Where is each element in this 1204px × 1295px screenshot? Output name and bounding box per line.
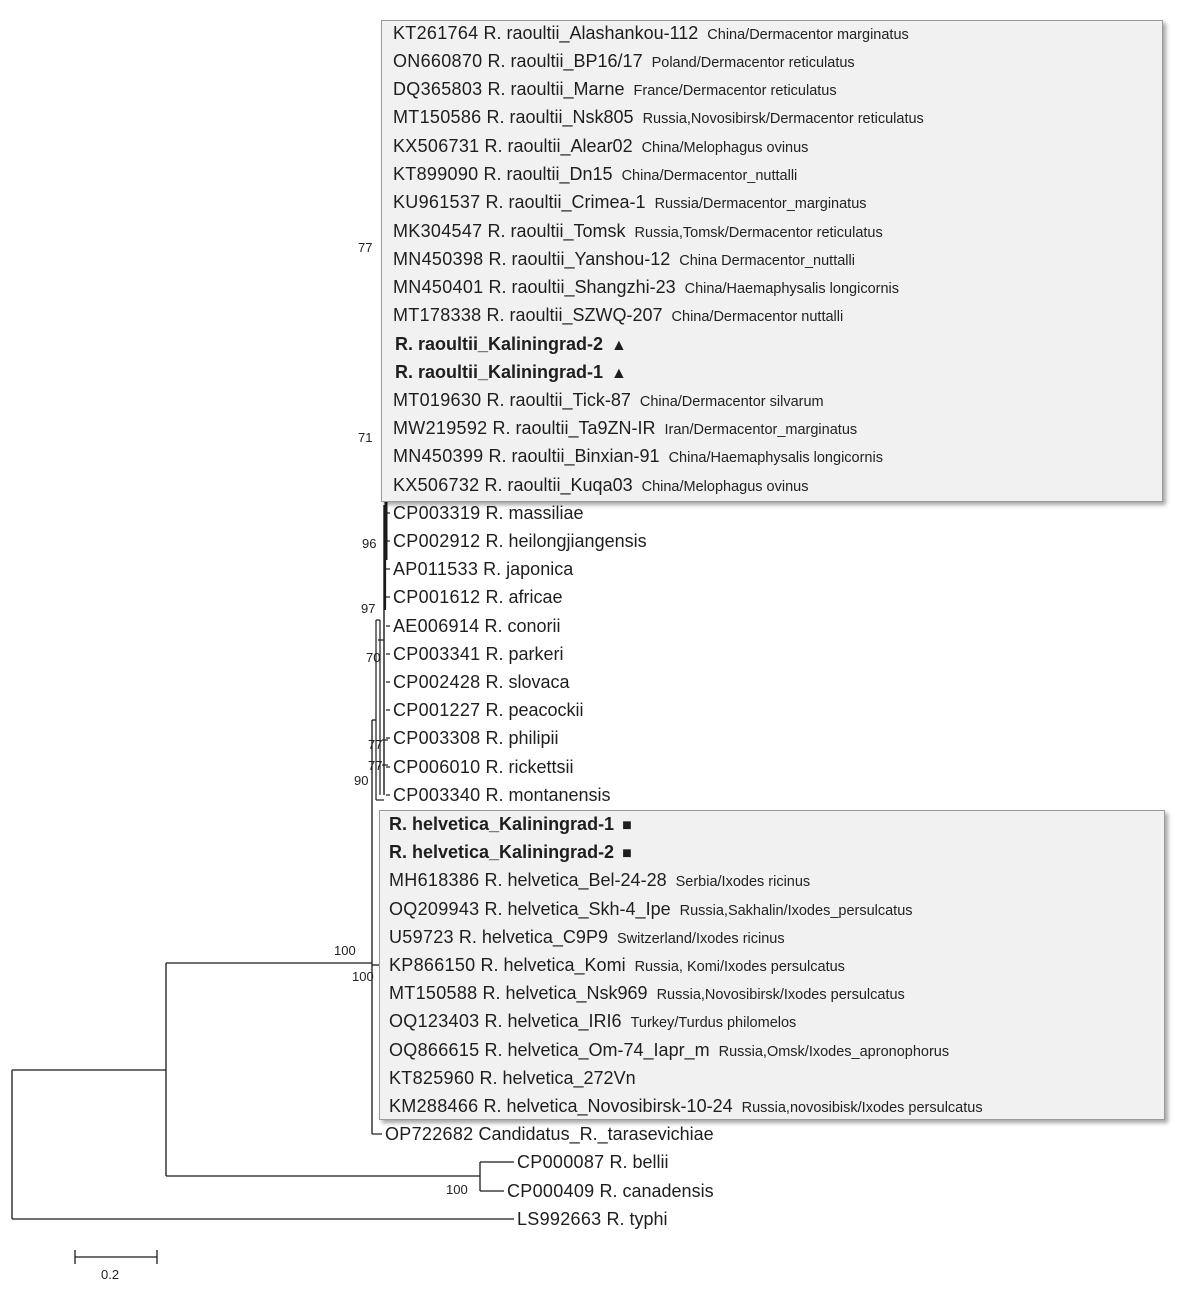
accession-number: OQ123403 xyxy=(389,1011,480,1031)
species-name: R. raoultii_Tomsk xyxy=(487,221,626,241)
origin-host: Russia,Sakhalin/Ixodes_persulcatus xyxy=(679,903,913,919)
leaf-label xyxy=(393,163,797,187)
accession-number: CP006010 xyxy=(393,757,481,777)
leaf-label xyxy=(517,1208,668,1230)
leaf-label xyxy=(393,276,899,300)
accession-number: MW219592 xyxy=(393,418,488,438)
leaf-label xyxy=(393,304,843,328)
accession-number: CP002428 xyxy=(393,672,481,692)
origin-host: Russia,Novosibirsk/Dermacentor reticulatus xyxy=(642,111,924,127)
accession-number: DQ365803 xyxy=(393,79,483,99)
species-name: R. bellii xyxy=(609,1152,669,1172)
origin-host: China/Melophagus ovinus xyxy=(641,140,809,156)
origin-host: China/Melophagus ovinus xyxy=(641,479,809,495)
leaf-label xyxy=(393,671,570,693)
accession-number: AE006914 xyxy=(393,616,480,636)
origin-host: Russia,Novosibirsk/Ixodes persulcatus xyxy=(656,987,905,1003)
leaf-label xyxy=(389,982,905,1006)
accession-number: OQ209943 xyxy=(389,899,480,919)
leaf-label xyxy=(393,558,573,580)
accession-number: OP722682 xyxy=(385,1124,474,1144)
leaf-label xyxy=(395,333,627,357)
sample-marker-icon: ▲ xyxy=(611,365,627,382)
leaf-label xyxy=(393,586,563,608)
origin-host: Turkey/Turdus philomelos xyxy=(630,1015,797,1031)
leaf-label xyxy=(393,106,924,130)
origin-host: Russia,Omsk/Ixodes_apronophorus xyxy=(718,1044,950,1060)
leaf-label xyxy=(393,78,837,102)
origin-host: China/Dermacentor silvarum xyxy=(639,394,824,410)
accession-number: LS992663 xyxy=(517,1209,602,1229)
species-name: R. parkeri xyxy=(485,644,564,664)
bootstrap-value: 71 xyxy=(358,430,373,445)
leaf-label xyxy=(393,643,564,665)
species-name: R. helvetica_IRI6 xyxy=(484,1011,622,1031)
species-name: R. raoultii_Tick-87 xyxy=(486,390,631,410)
leaf-label xyxy=(393,727,559,749)
leaf-label xyxy=(389,1095,983,1119)
species-name: R. africae xyxy=(485,587,563,607)
accession-number: MN450399 xyxy=(393,446,484,466)
origin-host: China/Haemaphysalis longicornis xyxy=(668,450,883,466)
origin-host: France/Dermacentor reticulatus xyxy=(633,83,837,99)
leaf-label xyxy=(393,756,574,778)
species-name: R. helvetica_C9P9 xyxy=(458,927,608,947)
species-name: R. helvetica_Novosibirsk-10-24 xyxy=(483,1096,733,1116)
accession-number: KX506731 xyxy=(393,136,480,156)
species-name: R. peacockii xyxy=(485,700,584,720)
leaf-label xyxy=(389,954,845,978)
species-name: R. canadensis xyxy=(599,1181,714,1201)
accession-number: ON660870 xyxy=(393,51,483,71)
origin-host: China/Dermacentor nuttalli xyxy=(671,309,844,325)
species-name: R. helvetica_Om-74_Iapr_m xyxy=(484,1040,710,1060)
species-name: R. raoultii_Dn15 xyxy=(483,164,613,184)
leaf-label xyxy=(393,22,909,46)
species-name: R. raoultii_Marne xyxy=(487,79,625,99)
species-name: R. raoultii_Yanshou-12 xyxy=(488,249,671,269)
species-name: R. massiliae xyxy=(485,503,584,523)
leaf-label xyxy=(395,361,627,385)
accession-number: CP000087 xyxy=(517,1152,605,1172)
species-name: R. raoultii_Alashankou-112 xyxy=(483,23,699,43)
accession-number: MN450398 xyxy=(393,249,484,269)
origin-host: Serbia/Ixodes ricinus xyxy=(675,874,811,890)
leaf-label xyxy=(389,898,913,922)
species-name: R. rickettsii xyxy=(485,757,574,777)
bootstrap-value: 70 xyxy=(366,650,381,665)
leaf-label xyxy=(393,502,584,524)
species-name: R. raoultii_Kaliningrad-1 xyxy=(395,362,604,382)
accession-number: KX506732 xyxy=(393,475,480,495)
accession-number: AP011533 xyxy=(393,559,479,579)
species-name: R. raoultii_Binxian-91 xyxy=(488,446,660,466)
accession-number: MT150588 xyxy=(389,983,478,1003)
species-name: R. conorii xyxy=(484,616,561,636)
bootstrap-value: 97 xyxy=(361,601,376,616)
species-name: R. montanensis xyxy=(485,785,611,805)
species-name: R. raoultii_Crimea-1 xyxy=(485,192,646,212)
leaf-label xyxy=(389,1039,949,1063)
bootstrap-value: 77 xyxy=(358,240,373,255)
species-name: R. helvetica_Skh-4_Ipe xyxy=(484,899,671,919)
species-name: R. typhi xyxy=(606,1209,668,1229)
bootstrap-value: 77 xyxy=(368,758,383,773)
leaf-label xyxy=(389,841,632,865)
leaf-label xyxy=(393,784,611,806)
origin-host: Russia, Komi/Ixodes persulcatus xyxy=(634,959,845,975)
species-name: R. raoultii_Nsk805 xyxy=(486,107,634,127)
species-name: R. helvetica_Kaliningrad-2 xyxy=(389,842,615,862)
species-name: R. japonica xyxy=(483,559,574,579)
species-name: R. raoultii_BP16/17 xyxy=(487,51,643,71)
accession-number: OQ866615 xyxy=(389,1040,480,1060)
origin-host: China/Haemaphysalis longicornis xyxy=(684,281,899,297)
scale-bar-label: 0.2 xyxy=(101,1267,120,1282)
species-name: R. raoultii_Alear02 xyxy=(484,136,633,156)
accession-number: MH618386 xyxy=(389,870,480,890)
species-name: R. helvetica_Bel-24-28 xyxy=(484,870,667,890)
leaf-label xyxy=(385,1123,714,1145)
accession-number: KT261764 xyxy=(393,23,479,43)
accession-number: CP001227 xyxy=(393,700,481,720)
accession-number: MK304547 xyxy=(393,221,483,241)
leaf-label xyxy=(507,1180,714,1202)
species-name: R. raoultii_Shangzhi-23 xyxy=(488,277,676,297)
leaf-label xyxy=(393,248,855,272)
accession-number: MT178338 xyxy=(393,305,482,325)
bootstrap-value: 90 xyxy=(354,773,369,788)
accession-number: KU961537 xyxy=(393,192,481,212)
origin-host: Russia/Dermacentor_marginatus xyxy=(654,196,867,212)
species-name: Candidatus_R._tarasevichiae xyxy=(478,1124,714,1144)
species-name: R. philipii xyxy=(485,728,559,748)
leaf-label xyxy=(393,530,647,552)
accession-number: CP001612 xyxy=(393,587,481,607)
species-name: R. slovaca xyxy=(485,672,570,692)
accession-number: U59723 xyxy=(389,927,454,947)
sample-marker-icon: ■ xyxy=(622,845,632,862)
accession-number: MN450401 xyxy=(393,277,484,297)
species-name: R. heilongjiangensis xyxy=(485,531,647,551)
bootstrap-value: 100 xyxy=(446,1182,468,1197)
accession-number: CP000409 xyxy=(507,1181,595,1201)
species-name: R. helvetica_Komi xyxy=(480,955,626,975)
leaf-label xyxy=(393,615,561,637)
species-name: R. raoultii_Ta9ZN-IR xyxy=(492,418,656,438)
leaf-label xyxy=(393,445,883,469)
accession-number: CP003319 xyxy=(393,503,481,523)
species-name: R. raoultii_Kaliningrad-2 xyxy=(395,334,604,354)
accession-number: KM288466 xyxy=(389,1096,479,1116)
leaf-label xyxy=(517,1151,669,1173)
accession-number: KT899090 xyxy=(393,164,479,184)
accession-number: MT019630 xyxy=(393,390,482,410)
bootstrap-value: 96 xyxy=(362,536,377,551)
species-name: R. helvetica_272Vn xyxy=(479,1068,636,1088)
origin-host: Iran/Dermacentor_marginatus xyxy=(664,422,858,438)
accession-number: CP003308 xyxy=(393,728,481,748)
leaf-label xyxy=(389,813,632,837)
species-name: R. raoultii_Kuqa03 xyxy=(484,475,633,495)
bootstrap-value: 100 xyxy=(334,943,356,958)
sample-marker-icon: ■ xyxy=(622,817,632,834)
origin-host: China/Dermacentor_nuttalli xyxy=(621,168,798,184)
bootstrap-value: 77 xyxy=(368,737,383,752)
origin-host: Poland/Dermacentor reticulatus xyxy=(651,55,855,71)
origin-host: China/Dermacentor marginatus xyxy=(707,27,909,43)
accession-number: MT150586 xyxy=(393,107,482,127)
leaf-label xyxy=(393,135,808,159)
species-name: R. helvetica_Kaliningrad-1 xyxy=(389,814,615,834)
origin-host: Russia,novosibisk/Ixodes persulcatus xyxy=(741,1100,983,1116)
accession-number: CP003340 xyxy=(393,785,481,805)
accession-number: KT825960 xyxy=(389,1068,475,1088)
leaf-label xyxy=(393,699,584,721)
bootstrap-value: 100 xyxy=(352,969,374,984)
leaf-label xyxy=(389,1010,796,1034)
origin-host: China Dermacentor_nuttalli xyxy=(679,253,855,269)
leaf-label xyxy=(389,869,810,893)
leaf-label xyxy=(393,220,883,244)
species-name: R. helvetica_Nsk969 xyxy=(482,983,648,1003)
leaf-label xyxy=(393,50,855,74)
leaf-label xyxy=(393,474,808,498)
leaf-label xyxy=(389,926,785,950)
origin-host: Switzerland/Ixodes ricinus xyxy=(616,931,785,947)
leaf-label xyxy=(393,191,867,215)
leaf-label xyxy=(389,1067,636,1089)
leaf-label xyxy=(393,417,857,441)
sample-marker-icon: ▲ xyxy=(611,337,627,354)
accession-number: KP866150 xyxy=(389,955,476,975)
species-name: R. raoultii_SZWQ-207 xyxy=(486,305,663,325)
accession-number: CP002912 xyxy=(393,531,481,551)
accession-number: CP003341 xyxy=(393,644,481,664)
origin-host: Russia,Tomsk/Dermacentor reticulatus xyxy=(634,225,883,241)
leaf-label xyxy=(393,389,824,413)
